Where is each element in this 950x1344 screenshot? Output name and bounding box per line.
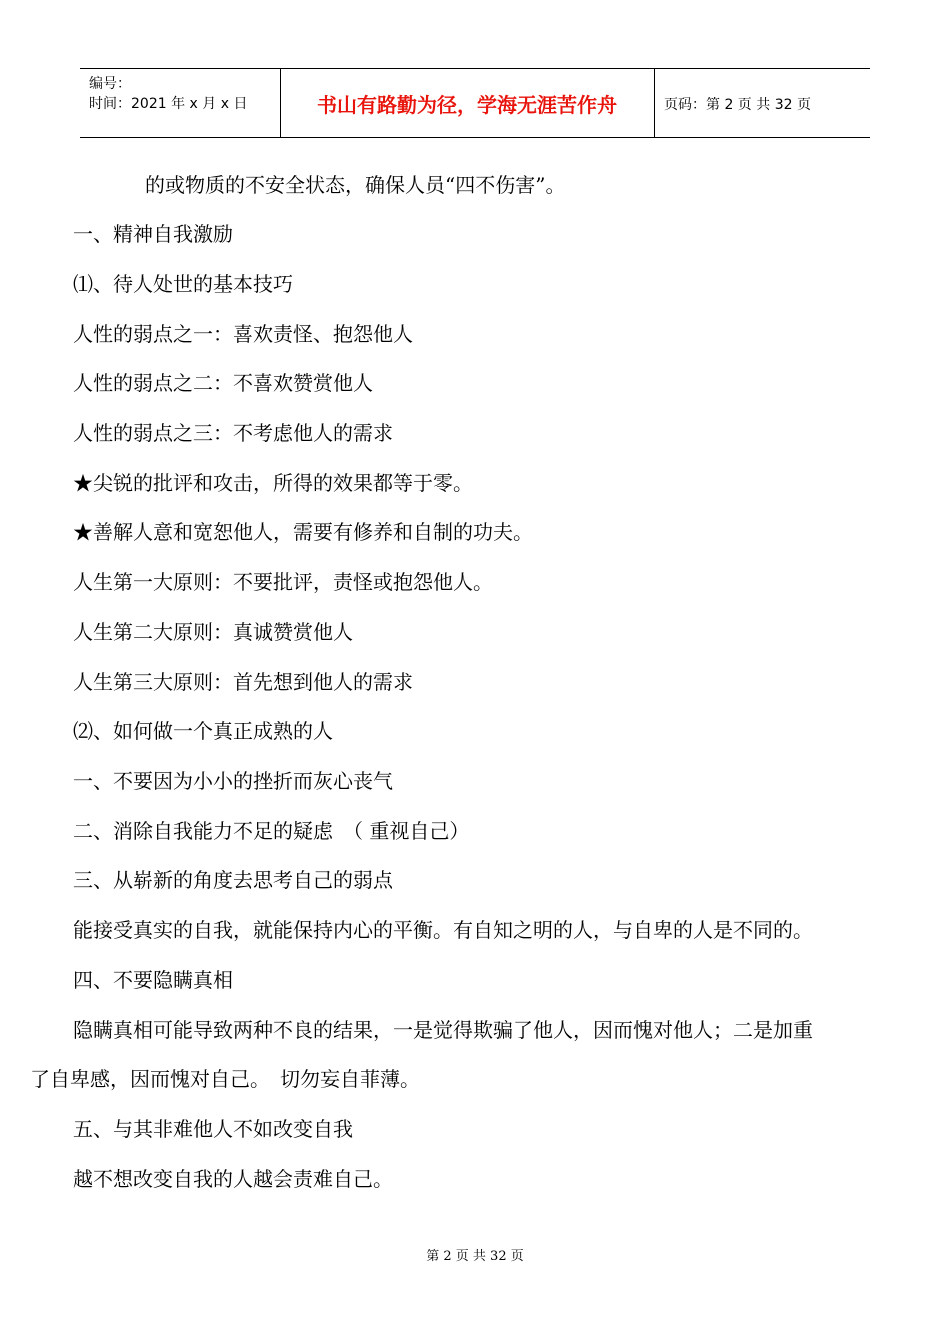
body-line: 五、与其非难他人不如改变自我 (73, 1117, 353, 1141)
body-line: ★尖锐的批评和攻击，所得的效果都等于零。 (73, 471, 473, 495)
body-line: 了自卑感，因而愧对自己。 切勿妄自菲薄。 (30, 1067, 420, 1091)
header-info-cell (80, 69, 280, 137)
body-line: 隐瞒真相可能导致两种不良的结果，一是觉得欺骗了他人，因而愧对他人；二是加重 (73, 1018, 813, 1042)
body-line: 的或物质的不安全状态，确保人员“四不伤害”。 (145, 173, 566, 197)
page-footer: 第 2 页 共 32 页 (426, 1249, 524, 1264)
document-date-label: 时间：2021 年 x 月 x 日 (89, 96, 248, 112)
body-line: 能接受真实的自我，就能保持内心的平衡。有自知之明的人，与自卑的人是不同的。 (73, 918, 813, 942)
body-line: 四、不要隐瞒真相 (73, 968, 233, 992)
header-page-info: 页码：第 2 页 共 32 页 (664, 97, 811, 113)
body-line: 人生第三大原则：首先想到他人的需求 (73, 670, 413, 694)
document-header (80, 68, 870, 138)
body-line: 人性的弱点之二：不喜欢赞赏他人 (73, 371, 373, 395)
body-line: ★善解人意和宽恕他人，需要有修养和自制的功夫。 (73, 520, 533, 544)
body-line: 人生第二大原则：真诚赞赏他人 (73, 620, 353, 644)
body-line: 人性的弱点之三：不考虑他人的需求 (73, 421, 393, 445)
body-line: 人生第一大原则：不要批评，责怪或抱怨他人。 (73, 570, 493, 594)
body-line: 越不想改变自我的人越会责难自己。 (73, 1167, 393, 1191)
document-number-label: 编号： (89, 76, 131, 92)
body-line: 三、从崭新的角度去思考自己的弱点 (73, 868, 393, 892)
body-line: 二、消除自我能力不足的疑虑 （ 重视自己） (73, 819, 470, 843)
section-heading: 一、精神自我激励 (73, 222, 233, 246)
body-line: 人性的弱点之一：喜欢责怪、抱怨他人 (73, 322, 413, 346)
body-line: 一、不要因为小小的挫折而灰心丧气 (73, 769, 393, 793)
subsection-heading: ⑵、如何做一个真正成熟的人 (73, 719, 333, 743)
header-divider (654, 69, 655, 137)
header-motto: 书山有路勤为径，学海无涯苦作舟 (317, 92, 617, 117)
subsection-heading: ⑴、待人处世的基本技巧 (73, 272, 293, 296)
